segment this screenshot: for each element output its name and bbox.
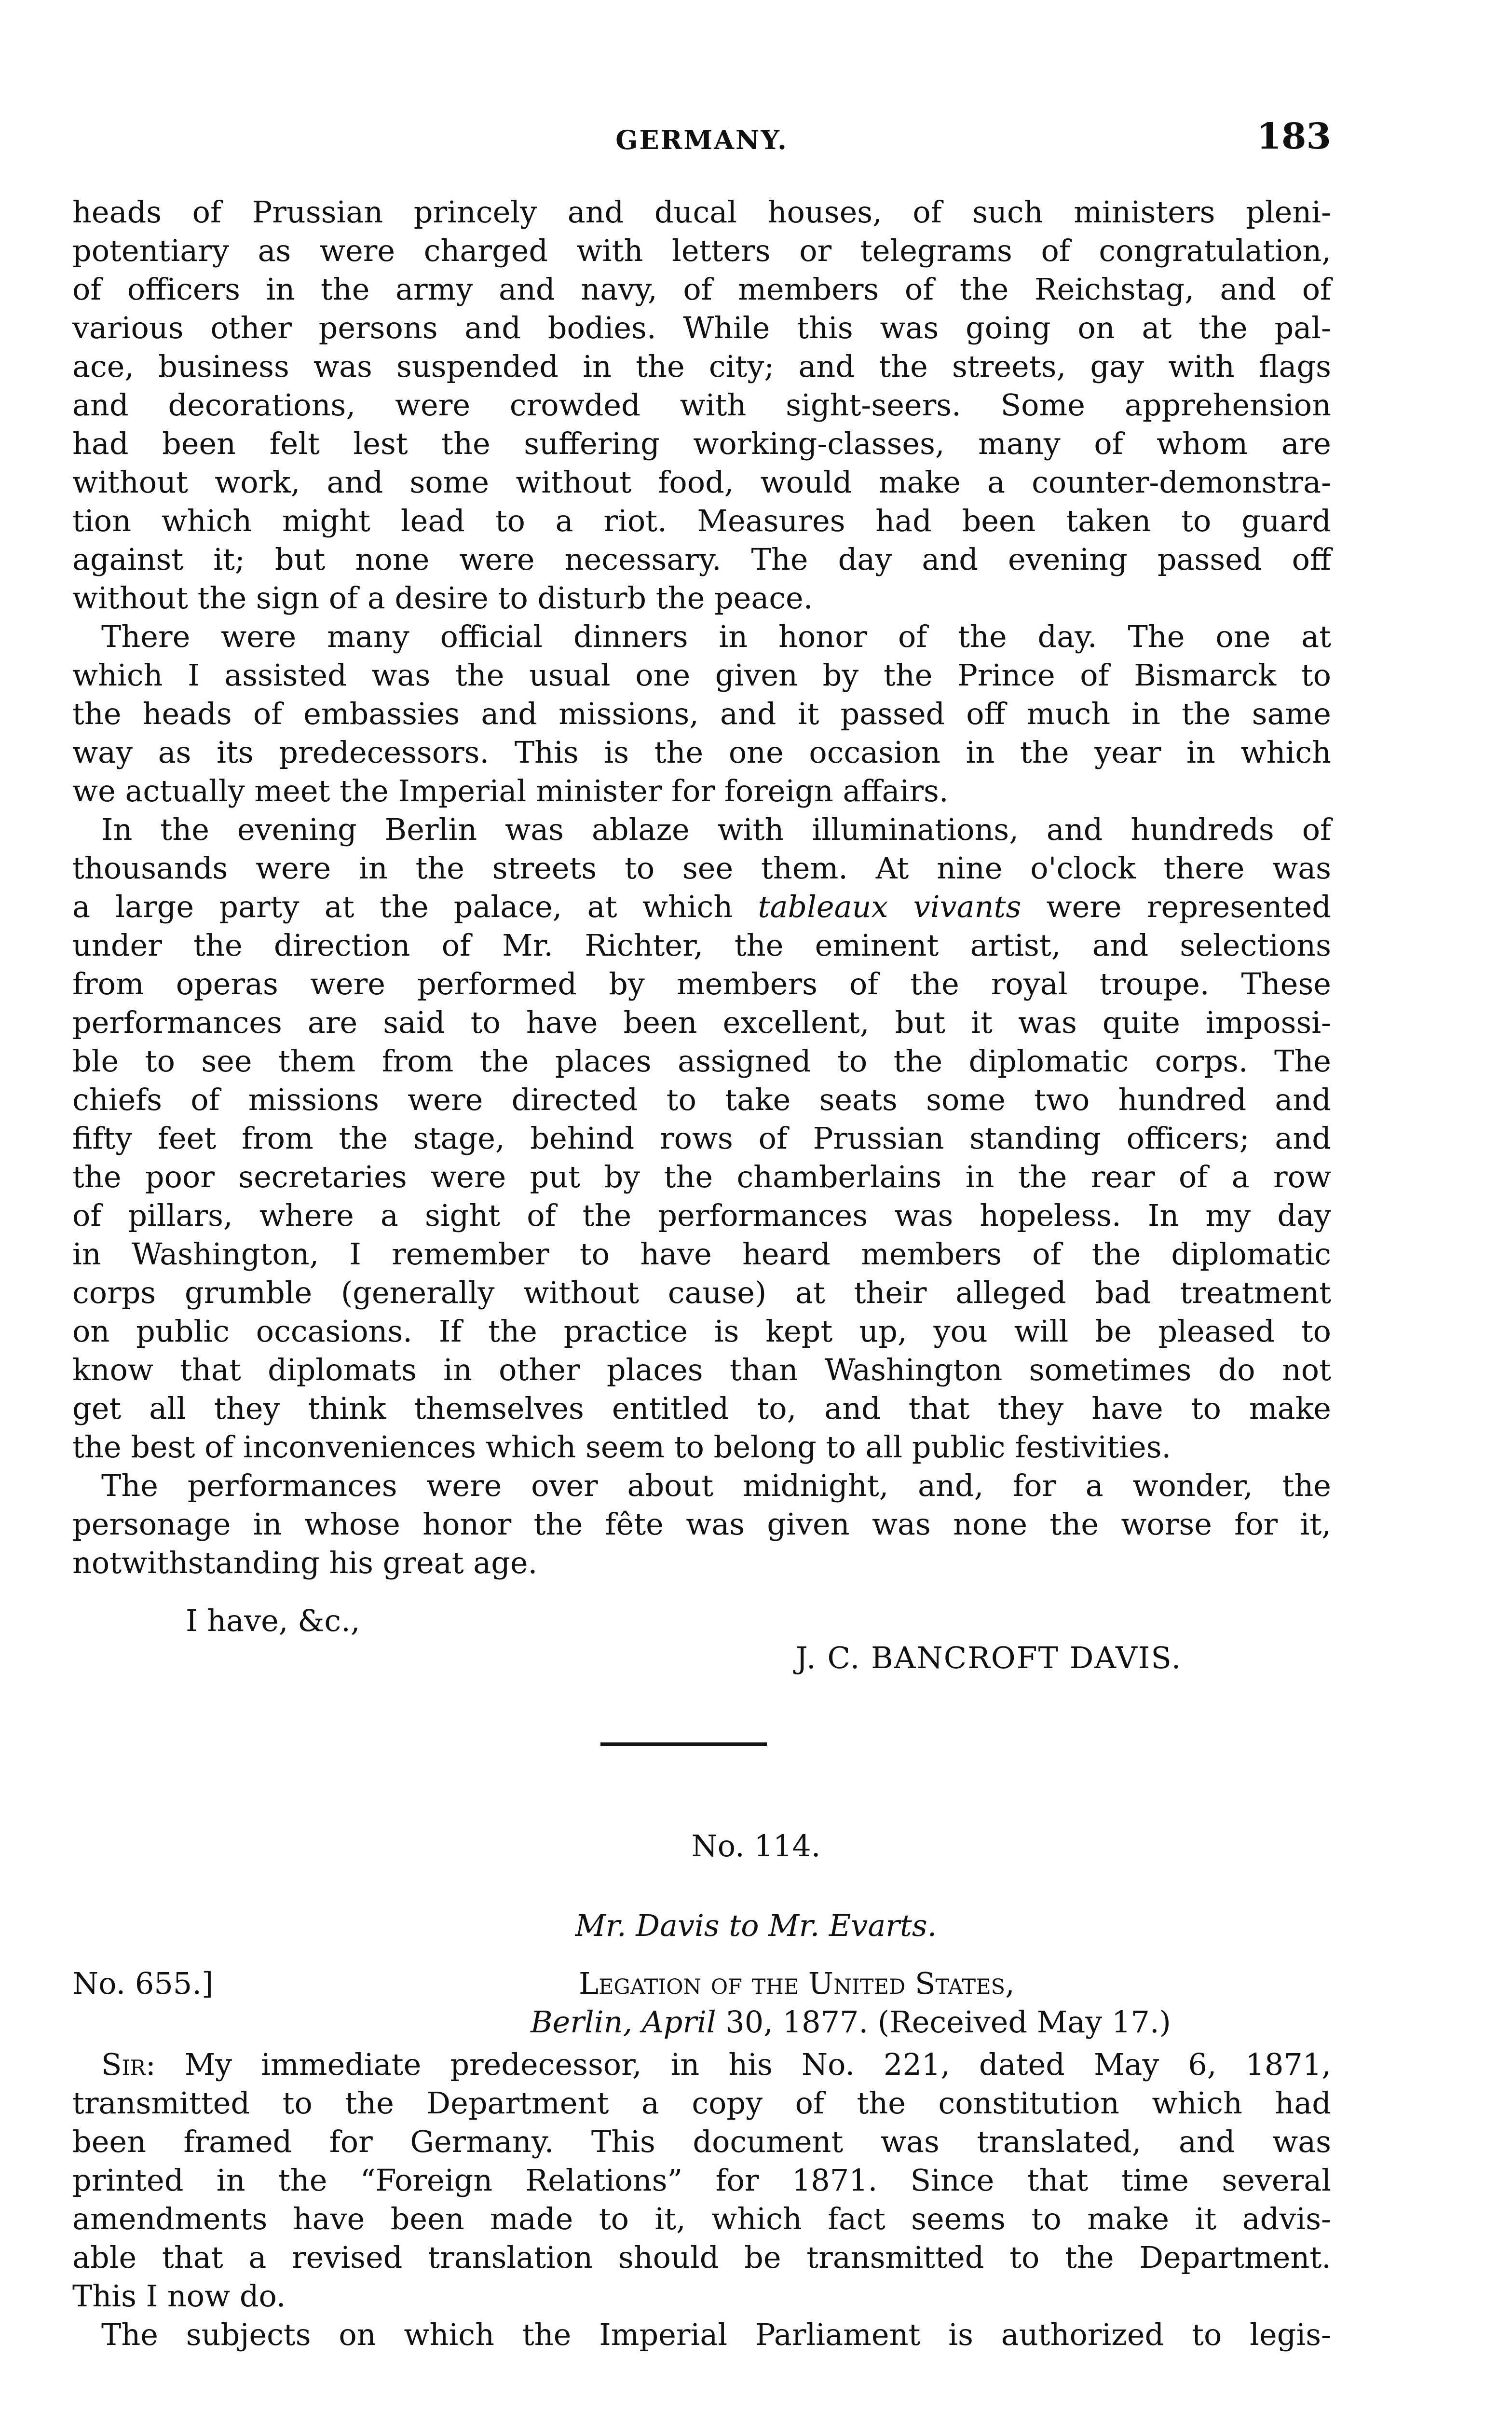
text-line: amendments have been made to it, which fact seems to make it advis- (72, 2201, 1331, 2236)
text-line: which I assisted was the usual one given by the Prince of Bismarck to (72, 658, 1331, 693)
text-line: personage in whose honor the fête was given was none the worse for it, (72, 1507, 1331, 1542)
dateline (531, 2004, 1171, 2040)
document-number: No. 114. (691, 1828, 821, 1864)
text-line: In the evening Berlin was ablaze with illuminations, and hundreds of (101, 812, 1331, 847)
text-fragment: a large party at the palace, at which (72, 889, 758, 924)
text-line: had been felt lest the suffering working-classes, many of whom are (72, 426, 1331, 461)
text-line (72, 2045, 1331, 2084)
text-line: way as its predecessors. This is the one occasion in the year in which (72, 735, 1331, 770)
salutation: Sir (101, 2047, 146, 2082)
document-title: Mr. Davis to Mr. Evarts. (575, 1908, 937, 1943)
text-line: performances are said to have been excellent, but it was quite impossi- (72, 1005, 1331, 1040)
text-line: transmitted to the Department a copy of the constitution which had (72, 2085, 1331, 2121)
text-line: able that a revised translation should be transmitted to the Department. (72, 2240, 1331, 2275)
running-header (72, 116, 1331, 159)
text-line: in Washington, I remember to have heard members of the diplomatic (72, 1236, 1331, 1272)
text-line: heads of Prussian princely and ducal houses, of such ministers pleni- (72, 194, 1331, 230)
text-line: The performances were over about midnight, and, for a wonder, the (101, 1468, 1331, 1503)
text-line: been framed for Germany. This document was translated, and was (72, 2124, 1331, 2159)
text-line: under the direction of Mr. Richter, the eminent artist, and selections (72, 928, 1331, 963)
text-line: thousands were in the streets to see them. At nine o'clock there was (72, 850, 1331, 886)
dateline-place: Berlin, April (531, 2004, 716, 2040)
text-fragment: were represented (1021, 889, 1331, 924)
legation-heading: Legation of the United States, (579, 1966, 1015, 2001)
paragraph-continued (72, 193, 1331, 1582)
text-line: fifty feet from the stage, behind rows of Prussian standing officers; and (72, 1121, 1331, 1156)
text-line: chiefs of missions were directed to take seats some two hundred and (72, 1082, 1331, 1117)
text-line: against it; but none were necessary. The day and evening passed off (72, 542, 1331, 577)
text-line: the heads of embassies and missions, and it passed off much in the same (72, 696, 1331, 731)
closing-formula: I have, &c., (186, 1603, 360, 1638)
text-line: we actually meet the Imperial minister for foreign affairs. (72, 773, 949, 809)
text-line: from operas were performed by members of the royal troupe. These (72, 966, 1331, 1001)
dispatch-number: No. 655.] (72, 1966, 214, 2001)
text-line: corps grumble (generally without cause) at their alleged bad treatment (72, 1275, 1331, 1310)
text-line (72, 888, 1331, 926)
text-line: the poor secretaries were put by the chamberlains in the rear of a row (72, 1159, 1331, 1194)
text-line: without the sign of a desire to disturb the peace. (72, 580, 813, 616)
text-line: ble to see them from the places assigned to the diplomatic corps. The (72, 1043, 1331, 1079)
text-line: of officers in the army and navy, of members of the Reichstag, and of (72, 272, 1331, 307)
section-divider (600, 1742, 767, 1746)
text-line: There were many official dinners in honor of the day. The one at (101, 619, 1331, 654)
text-line: ace, business was suspended in the city; and the streets, gay with flags (72, 349, 1331, 384)
text-line: tion which might lead to a riot. Measures had been taken to guard (72, 503, 1331, 538)
page-number: 183 (1256, 116, 1331, 157)
italic-phrase: tableaux vivants (758, 889, 1022, 924)
text-line: potentiary as were charged with letters or telegrams of congratulation, (72, 233, 1331, 268)
text-line: of pillars, where a sight of the performances was hopeless. In my day (72, 1198, 1331, 1233)
dateline-rest: 30, 1877. (Received May 17.) (716, 2004, 1171, 2040)
signature: J. C. BANCROFT DAVIS. (796, 1640, 1182, 1675)
text-fragment: : My immediate predecessor, in his No. 221, dated May 6, 1871, (145, 2047, 1331, 2082)
text-line: know that diplomats in other places than Washington sometimes do not (72, 1352, 1331, 1387)
text-line: printed in the “Foreign Relations” for 1871. Since that time several (72, 2163, 1331, 2198)
text-line: and decorations, were crowded with sight-seers. Some apprehension (72, 387, 1331, 423)
text-line: the best of inconveniences which seem to belong to all public festivities. (72, 1429, 1171, 1465)
text-line: various other persons and bodies. While this was going on at the pal- (72, 310, 1331, 345)
letter-body (72, 2045, 1331, 2354)
text-line: This I now do. (72, 2278, 286, 2314)
text-line: without work, and some without food, would make a counter-demonstra- (72, 465, 1331, 500)
running-title: GERMANY. (615, 124, 788, 155)
text-line: get all they think themselves entitled to, and that they have to make (72, 1391, 1331, 1426)
text-line: The subjects on which the Imperial Parliament is authorized to legis- (101, 2317, 1331, 2352)
text-line: on public occasions. If the practice is kept up, you will be pleased to (72, 1314, 1331, 1349)
text-line: notwithstanding his great age. (72, 1545, 538, 1580)
